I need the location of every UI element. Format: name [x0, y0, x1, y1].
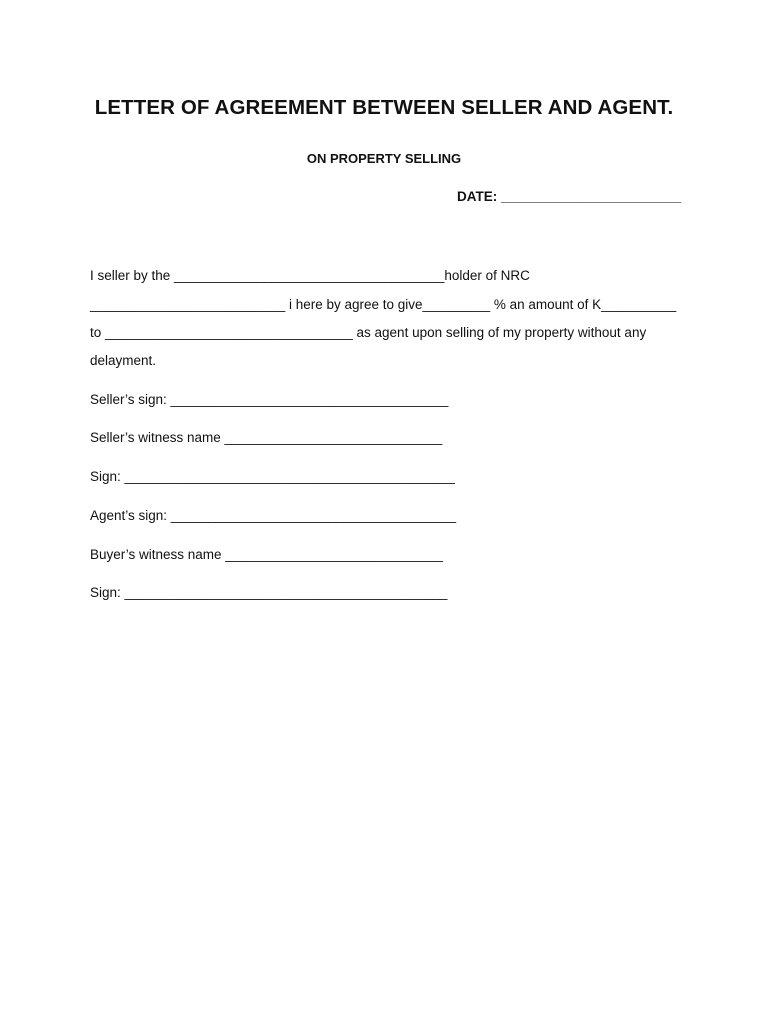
sellers-witness-sign-field: Sign: ____________________________________________ — [90, 469, 455, 484]
agreement-line-1: I seller by the ____________________________________holder of NRC — [90, 268, 530, 283]
date-field: DATE: ________________________ — [457, 189, 682, 204]
document-subtitle: ON PROPERTY SELLING — [306, 151, 462, 166]
buyers-witness-sign-field: Sign: ___________________________________________ — [90, 585, 448, 600]
agreement-line-4: delayment. — [90, 353, 157, 368]
agreement-line-2: __________________________ i here by agree to give_________ % an amount of K__________ — [90, 297, 677, 312]
buyers-witness-name-field: Buyer’s witness name _____________________________ — [90, 547, 444, 562]
document-title: LETTER OF AGREEMENT BETWEEN SELLER AND AGENT. — [94, 96, 674, 119]
sellers-sign-field: Seller’s sign: _____________________________________ — [90, 392, 449, 407]
agreement-line-3: to _________________________________ as agent upon selling of my property without any — [90, 325, 647, 340]
sellers-witness-name-field: Seller’s witness name _____________________________ — [90, 430, 443, 445]
agents-sign-field: Agent’s sign: ______________________________________ — [90, 508, 457, 523]
